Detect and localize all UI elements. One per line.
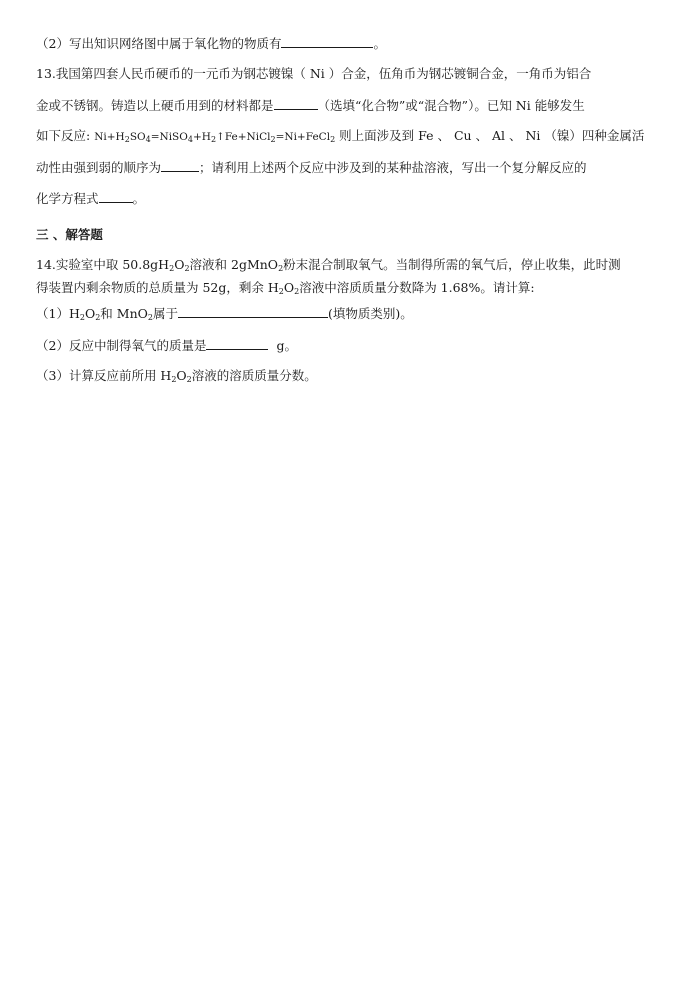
section-title: 三 、解答题 <box>36 227 103 242</box>
q12-sub2-answer-blank[interactable] <box>281 34 373 48</box>
q13-line2-prefix: 金或不锈钢。铸造以上硬币用到的材料都是 <box>36 98 274 113</box>
q14-sub1-line <box>36 304 413 323</box>
q14-line1 <box>36 256 621 274</box>
eq-part: =Ni+FeCl <box>275 131 331 143</box>
q13-line3 <box>36 127 644 146</box>
q14-sub1-text: 和 MnO <box>100 306 148 321</box>
q13-material-type-blank[interactable] <box>274 96 318 110</box>
q14-sub3-text: O <box>176 368 187 383</box>
q14-text: 溶液和 2gMnO <box>189 257 279 272</box>
q14-sub1-text: 属于 <box>152 306 178 321</box>
eq-sub: 2 <box>330 135 336 144</box>
eq-part: Ni+H <box>94 131 125 143</box>
q12-sub2-end: 。 <box>373 36 386 51</box>
q14-text: 溶液中溶质质量分数降为 1.68%。请计算: <box>299 280 535 295</box>
q14-sub2-line <box>36 336 297 355</box>
q14-sub: 2 <box>171 375 177 384</box>
q14-oxygen-mass-blank[interactable] <box>206 336 268 350</box>
q14-text: O <box>283 280 295 295</box>
q13-equation-blank[interactable] <box>99 189 133 203</box>
eq-part: ↑Fe+NiCl <box>216 131 271 143</box>
q14-sub2-text: （2）反应中制得氧气的质量是 <box>36 338 207 353</box>
eq-sub: 2 <box>210 135 217 144</box>
q14-sub: 2 <box>294 287 300 296</box>
q14-sub3-text: 溶液的溶质质量分数。 <box>191 368 317 383</box>
q14-line2 <box>36 279 535 297</box>
eq-part: =NiSO <box>150 131 188 143</box>
section-heading <box>36 226 103 244</box>
q12-sub2-line <box>36 34 386 53</box>
q14-sub1-text: O <box>84 306 96 321</box>
q14-sub1-text: (填物质类别)。 <box>327 306 413 321</box>
q14-sub: 2 <box>278 287 284 296</box>
q13-line1-text: 13.我国第四套人民币硬币的一元币为钢芯镀镍（ Ni ）合金，伍角币为钢芯镀铜合金，一角币为铝合 <box>36 66 592 81</box>
q14-sub: 2 <box>79 313 85 322</box>
q14-text: O <box>174 257 185 272</box>
q13-line2-suffix: （选填“化合物”或“混合物”）。已知 Ni 能够发生 <box>317 98 585 113</box>
q13-line4-suffix: ；请利用上述两个反应中涉及到的某种盐溶液，写出一个复分解反应的 <box>199 160 587 175</box>
eq-part: SO <box>129 131 146 143</box>
q14-sub: 2 <box>278 264 284 273</box>
q14-sub3-line <box>36 367 317 385</box>
q14-sub: 2 <box>169 264 175 273</box>
eq-sub: 4 <box>145 135 151 144</box>
q14-sub: 2 <box>95 313 101 322</box>
q13-activity-order-blank[interactable] <box>161 158 199 172</box>
eq-sub: 2 <box>270 135 276 144</box>
q13-reaction-equations <box>94 131 335 143</box>
q14-text: 得装置内剩余物质的总质量为 52g，剩余 H <box>36 280 279 295</box>
q14-sub1-text: （1）H <box>36 306 80 321</box>
q13-line4-prefix: 动性由强到弱的顺序为 <box>36 160 162 175</box>
q14-sub2-text: g。 <box>276 338 297 353</box>
q13-line4 <box>36 158 587 177</box>
q14-sub: 2 <box>147 313 153 322</box>
q14-substance-category-blank[interactable] <box>178 304 328 318</box>
q12-sub2-text: （2）写出知识网络图中属于氧化物的物质有 <box>36 36 282 51</box>
q13-line2 <box>36 96 585 115</box>
eq-sub: 2 <box>124 135 130 144</box>
q13-line5 <box>36 189 145 208</box>
q13-line3-suffix: 则上面涉及到 Fe 、 Cu 、 Al 、 Ni （镍）四种金属活 <box>339 128 645 143</box>
q14-text: 粉末混合制取氧气。当制得所需的氧气后，停止收集，此时测 <box>283 257 621 272</box>
q14-sub: 2 <box>186 375 192 384</box>
q13-line1 <box>36 65 591 83</box>
q13-line3-prefix: 如下反应: <box>36 128 91 143</box>
q14-sub: 2 <box>184 264 190 273</box>
q14-sub3-text: （3）计算反应前所用 H <box>36 368 172 383</box>
q13-line5-prefix: 化学方程式 <box>36 191 99 206</box>
q14-text: 14.实验室中取 50.8gH <box>36 257 170 272</box>
q13-line5-suffix: 。 <box>132 191 146 206</box>
eq-sub: 4 <box>187 135 193 144</box>
eq-part: +H <box>192 131 211 143</box>
